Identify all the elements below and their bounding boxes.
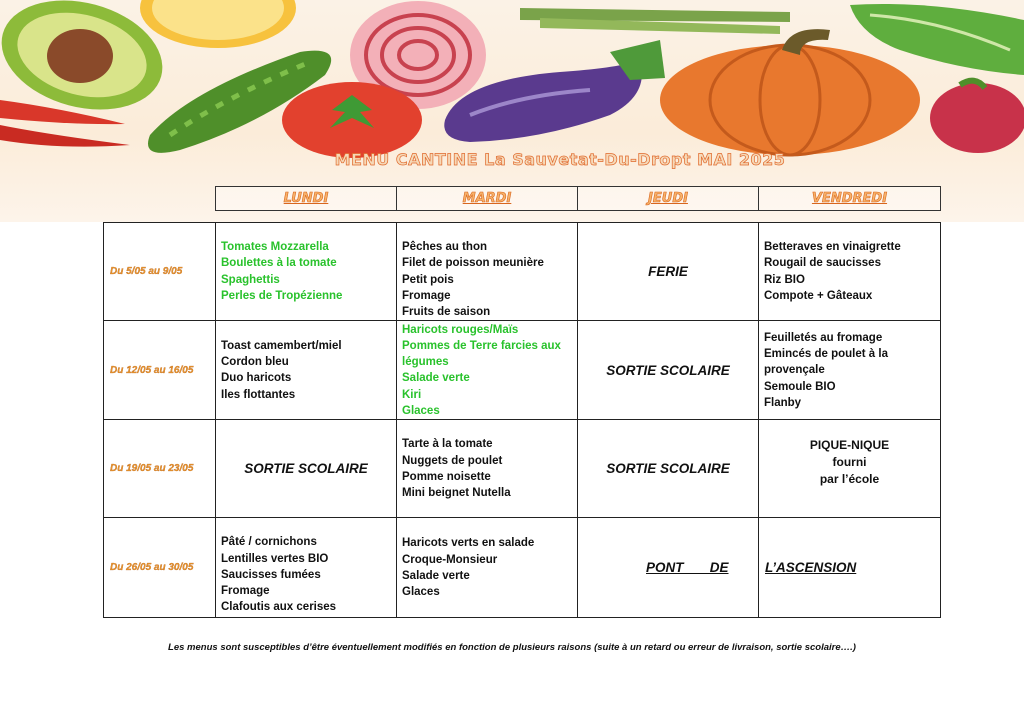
dish-item: Compote + Gâteaux — [764, 290, 873, 303]
dish-item: Betteraves en vinaigrette — [764, 241, 901, 254]
menu-cell-mardi — [397, 321, 578, 420]
dish-item: Riz BIO — [764, 273, 805, 286]
day-header-vendredi: VENDREDI — [811, 191, 888, 206]
dish-item: Pâté / cornichons — [221, 536, 317, 549]
menu-cell-mardi — [397, 420, 578, 518]
dish-item: Cordon bleu — [221, 356, 289, 369]
asparagus-illustration — [520, 8, 790, 34]
dish-item: Fromage — [221, 585, 270, 598]
bell-pepper-illustration — [930, 81, 1024, 153]
menu-cell-jeudi: SORTIE SCOLAIRE — [578, 420, 759, 518]
dish-item: Flanby — [764, 396, 802, 409]
dish-item: Clafoutis aux cerises — [221, 601, 337, 614]
dish-item: légumes — [402, 356, 449, 369]
dish-item: Pomme noisette — [402, 470, 491, 483]
menu-cell-vendredi — [759, 223, 941, 321]
dish-item: Glaces — [402, 405, 440, 418]
week-row — [104, 518, 941, 618]
menu-cell-lundi: SORTIE SCOLAIRE — [216, 420, 397, 518]
dish-item: Fruits de saison — [402, 306, 491, 319]
week-row — [104, 223, 941, 321]
dish-item: Haricots verts en salade — [402, 537, 535, 550]
week-label: Du 26/05 au 30/05 — [104, 518, 216, 618]
week-label: Du 12/05 au 16/05 — [104, 321, 216, 420]
dish-item: Duo haricots — [221, 372, 292, 385]
dish-item: Salade verte — [402, 372, 470, 385]
dish-item: Kiri — [402, 388, 422, 401]
menu-cell-vendredi — [759, 518, 941, 618]
menu-table — [103, 222, 941, 618]
dish-item: Glaces — [402, 586, 440, 599]
dish-item: Fromage — [402, 289, 451, 302]
menu-cell-lundi — [216, 518, 397, 618]
dish-item: Haricots rouges/Maïs — [402, 323, 519, 336]
dish-item: Croque-Monsieur — [402, 553, 498, 566]
menu-cell-mardi — [397, 223, 578, 321]
dish-item: Salade verte — [402, 569, 470, 582]
dish-item: Spaghettis — [221, 273, 280, 286]
dish-item: provençale — [764, 364, 825, 377]
week-label: Du 5/05 au 9/05 — [104, 223, 216, 321]
dish-item: Toast camembert/miel — [221, 339, 342, 352]
dish-item: Perles de Tropézienne — [221, 290, 343, 303]
day-header-lundi: LUNDI — [216, 187, 397, 210]
weekday-header — [215, 186, 941, 211]
dish-item: Petit pois — [402, 273, 454, 286]
dish-item: Tomates Mozzarella — [221, 241, 329, 254]
dish-item: fourni — [832, 455, 867, 470]
dish-item: Filet de poisson meunière — [402, 257, 544, 270]
dish-item: Mini beignet Nutella — [402, 487, 511, 500]
dish-item: Lentilles vertes BIO — [221, 552, 329, 565]
page-title: MENU CANTINE La Sauvetat-Du-Dropt MAI 2025 — [334, 150, 786, 169]
disclaimer-footnote: Les menus sont susceptibles d’être éventuellement modifiés en fonction de plusieurs raisons (suite à un retard ou erreur de livraison, sortie scolaire….) — [168, 642, 856, 653]
menu-cell-vendredi — [759, 321, 941, 420]
menu-cell-mardi — [397, 518, 578, 618]
menu-cell-jeudi: SORTIE SCOLAIRE — [578, 321, 759, 420]
menu-cell-lundi — [216, 321, 397, 420]
dish-item: PIQUE-NIQUE — [809, 438, 890, 453]
day-header-mardi: MARDI — [397, 187, 578, 210]
holiday-label-pont: PONT DE — [646, 560, 729, 576]
tomato-illustration — [282, 82, 422, 158]
dish-item: Nuggets de poulet — [402, 454, 503, 467]
dish-item: Tarte à la tomate — [402, 438, 493, 451]
dish-item: Saucisses fumées — [221, 568, 321, 581]
dish-item: Iles flottantes — [221, 388, 296, 401]
menu-cell-lundi — [216, 223, 397, 321]
menu-cell-jeudi: FERIE — [578, 223, 759, 321]
week-label: Du 19/05 au 23/05 — [104, 420, 216, 518]
dish-item: par l’école — [819, 472, 880, 487]
day-header-jeudi: JEUDI — [578, 187, 759, 210]
dish-item: Feuilletés au fromage — [764, 331, 883, 344]
holiday-label-ascension: L’ASCENSION — [765, 560, 857, 576]
menu-cell-jeudi — [578, 518, 759, 618]
week-row — [104, 321, 941, 420]
dish-item: Boulettes à la tomate — [221, 257, 337, 270]
dish-item: Pommes de Terre farcies aux — [402, 339, 561, 352]
week-row — [104, 420, 941, 518]
dish-item: Rougail de saucisses — [764, 257, 881, 270]
dish-item: Semoule BIO — [764, 380, 836, 393]
pumpkin-illustration — [660, 29, 920, 155]
menu-cell-vendredi — [759, 420, 941, 518]
lemon-slice-illustration — [140, 0, 296, 48]
dish-item: Emincés de poulet à la — [764, 348, 888, 361]
dish-item: Pêches au thon — [402, 241, 487, 253]
